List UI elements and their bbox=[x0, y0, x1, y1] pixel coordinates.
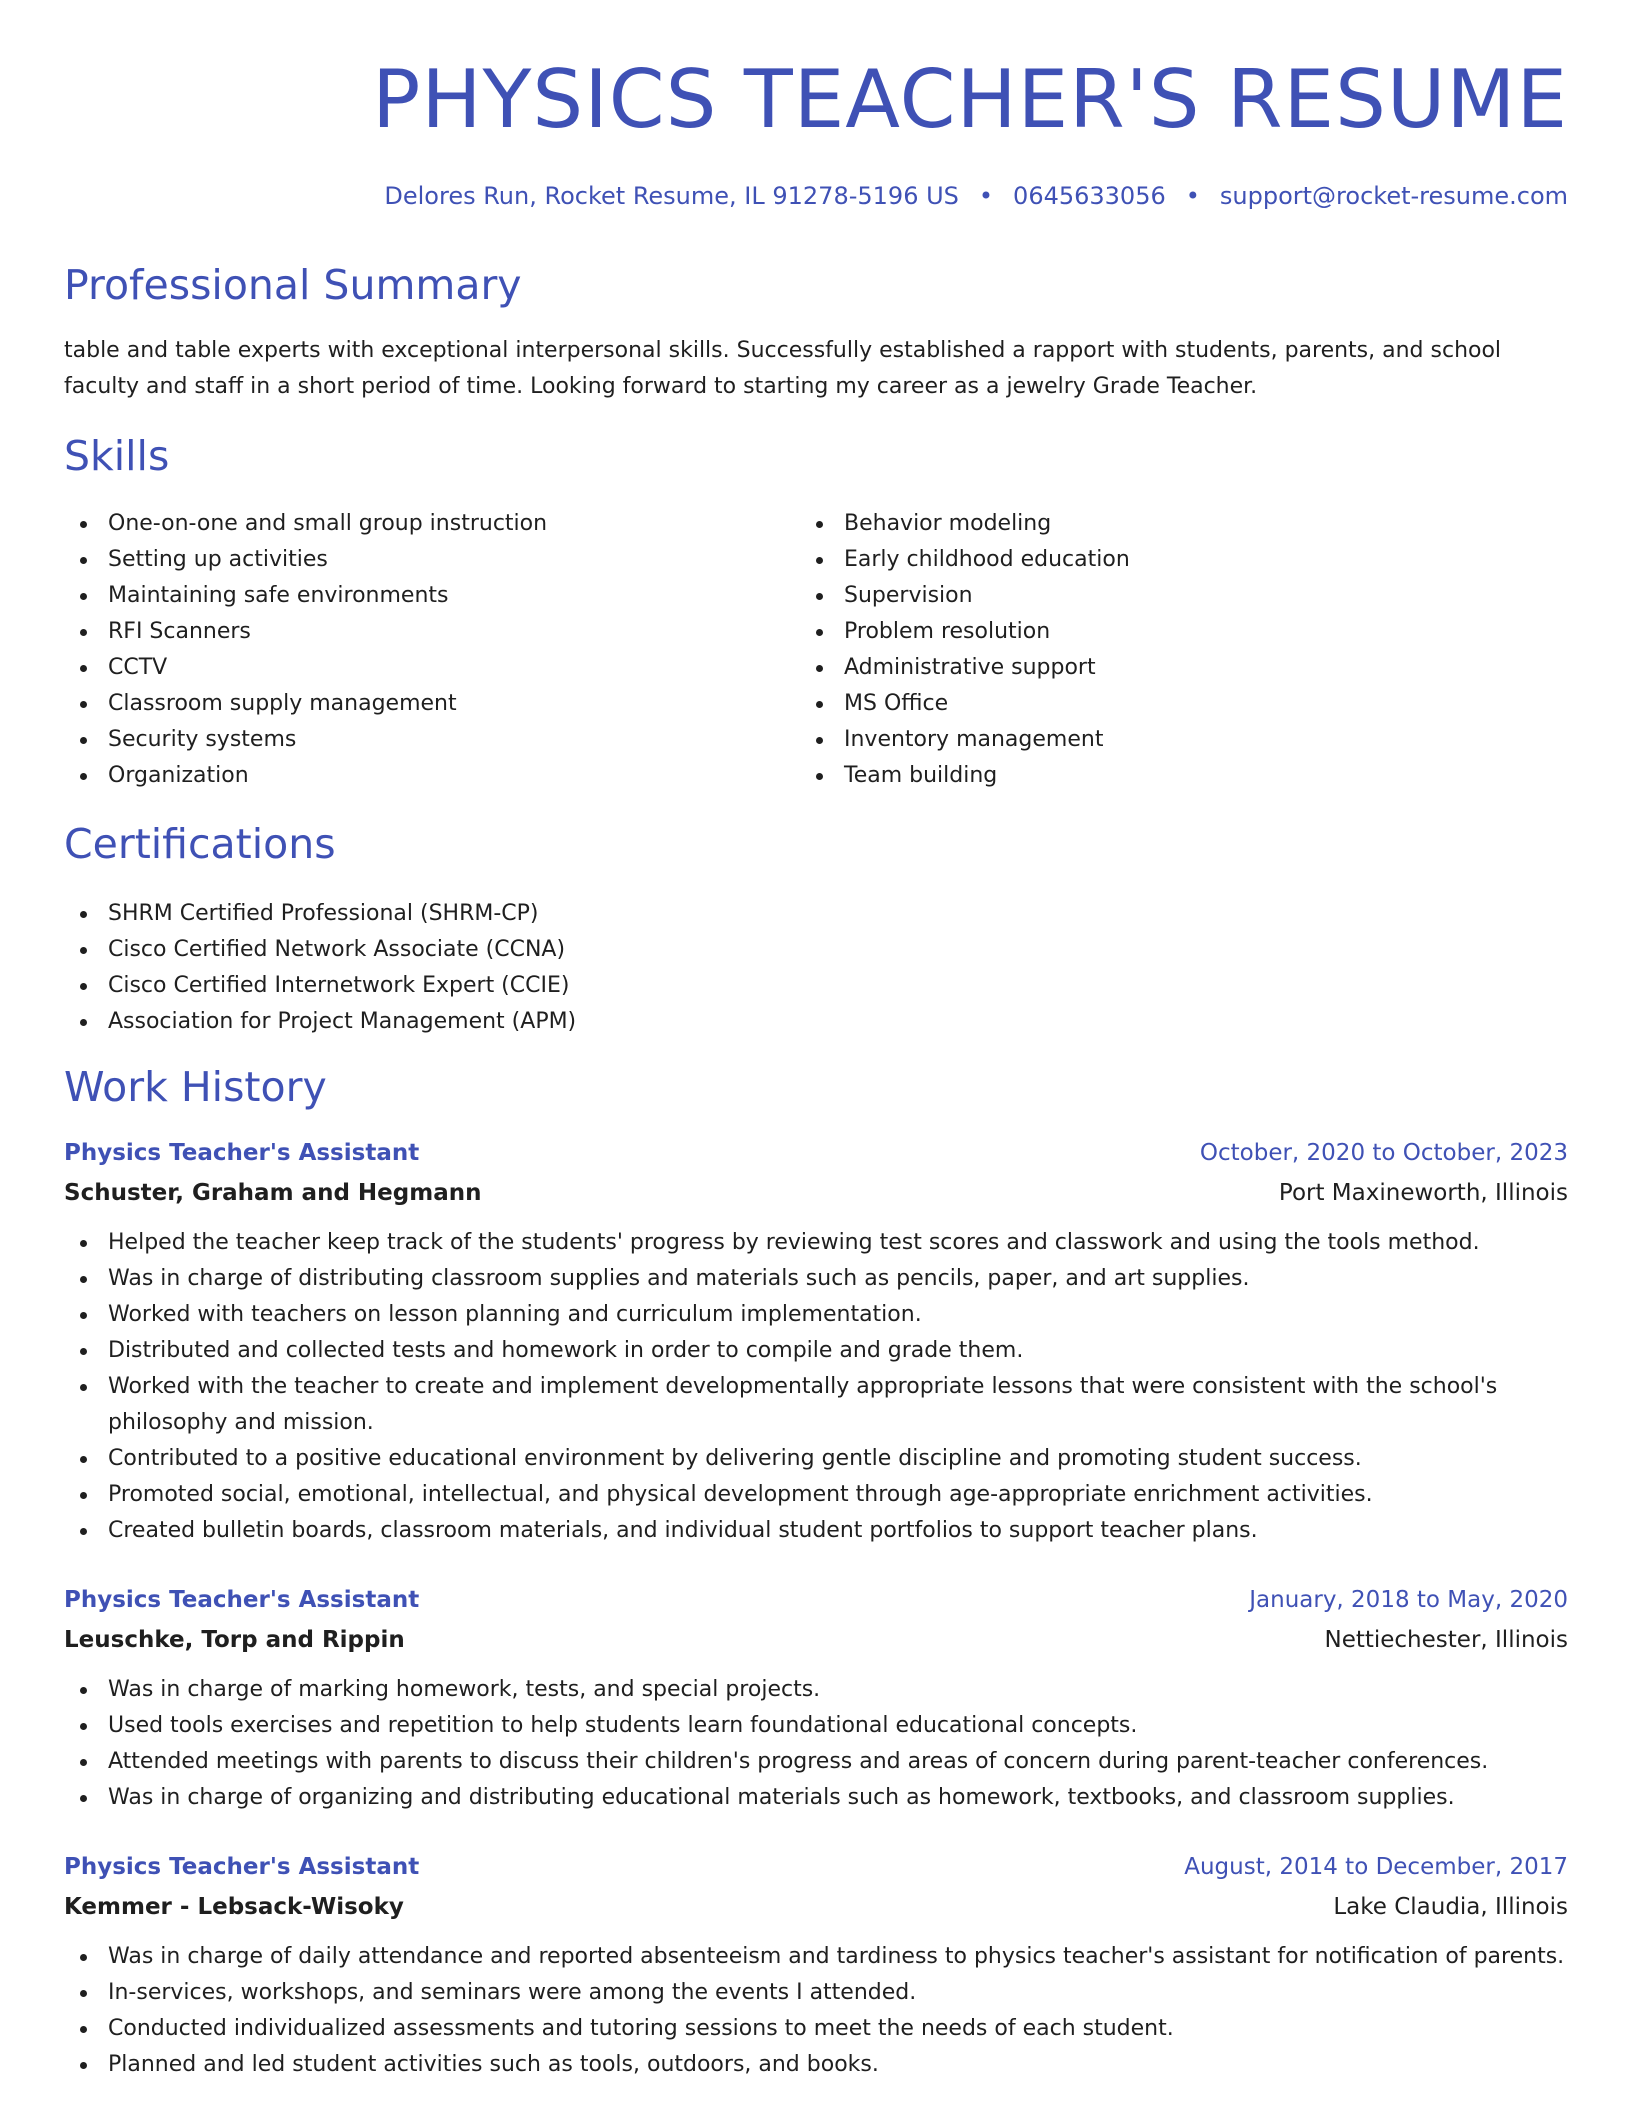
summary-text: table and table experts with exceptional interpersonal skills. Successfully established a rapport with students, parents, and school faculty and staff in a short period of time. Looking forward to starting my career as a jewelry Grade Teacher. bbox=[64, 338, 1502, 399]
skill-item: One-on-one and small group instruction bbox=[64, 506, 547, 542]
certifications-list bbox=[64, 896, 576, 1040]
job-location: Lake Claudia, Illinois bbox=[1333, 1894, 1568, 1920]
job-entry bbox=[64, 1847, 1568, 2083]
skills-list-left bbox=[64, 506, 547, 794]
job-company: Kemmer - Lebsack-Wisoky bbox=[64, 1894, 404, 1920]
job-duty-item: Used tools exercises and repetition to help students learn foundational educational concepts. bbox=[64, 1708, 1568, 1744]
job-company: Leuschke, Torp and Rippin bbox=[64, 1627, 405, 1653]
skill-item: Security systems bbox=[64, 722, 547, 758]
job-title: Physics Teacher's Assistant bbox=[64, 1854, 420, 1880]
skill-item: Early childhood education bbox=[800, 542, 1130, 578]
skill-item: CCTV bbox=[64, 650, 547, 686]
contact-email[interactable]: support@rocket-resume.com bbox=[1219, 182, 1568, 210]
skill-item: Problem resolution bbox=[800, 614, 1130, 650]
job-duty-item: Was in charge of organizing and distributing educational materials such as homework, textbooks, and classroom supplies. bbox=[64, 1780, 1568, 1816]
skill-item: Administrative support bbox=[800, 650, 1130, 686]
job-duty-item: Was in charge of daily attendance and reported absenteeism and tardiness to physics teacher's assistant for notification of parents. bbox=[64, 1939, 1568, 1975]
job-dates: October, 2020 to October, 2023 bbox=[1199, 1140, 1568, 1166]
job-duty-item: Helped the teacher keep track of the students' progress by reviewing test scores and classwork and using the tools method. bbox=[64, 1225, 1568, 1261]
skill-item: MS Office bbox=[800, 686, 1130, 722]
job-duty-item: Contributed to a positive educational environment by delivering gentle discipline and promoting student success. bbox=[64, 1441, 1568, 1477]
skill-item: Organization bbox=[64, 758, 547, 794]
certification-item: Cisco Certified Internetwork Expert (CCIE) bbox=[64, 968, 576, 1004]
job-location: Port Maxineworth, Illinois bbox=[1278, 1180, 1568, 1206]
skill-item: Team building bbox=[800, 758, 1130, 794]
job-duty-item: Promoted social, emotional, intellectual, and physical development through age-appropriate enrichment activities. bbox=[64, 1477, 1568, 1513]
job-location: Nettiechester, Illinois bbox=[1324, 1627, 1568, 1653]
skill-item: RFI Scanners bbox=[64, 614, 547, 650]
job-title: Physics Teacher's Assistant bbox=[64, 1140, 420, 1166]
skill-item: Inventory management bbox=[800, 722, 1130, 758]
skill-item: Classroom supply management bbox=[64, 686, 547, 722]
certification-item: Cisco Certified Network Associate (CCNA) bbox=[64, 932, 576, 968]
job-duty-item: Worked with the teacher to create and implement developmentally appropriate lessons that were consistent with the school's philosophy and mission. bbox=[64, 1369, 1568, 1441]
job-duty-item: Created bulletin boards, classroom materials, and individual student portfolios to support teacher plans. bbox=[64, 1513, 1568, 1549]
skills-list-right bbox=[800, 506, 1130, 794]
resume-title: PHYSICS TEACHER'S RESUME bbox=[372, 53, 1568, 146]
job-dates: January, 2018 to May, 2020 bbox=[1249, 1587, 1568, 1613]
job-entry bbox=[64, 1133, 1568, 1549]
job-dates: August, 2014 to December, 2017 bbox=[1184, 1854, 1568, 1880]
job-duties bbox=[64, 1939, 1568, 2083]
summary-heading: Professional Summary bbox=[64, 261, 522, 309]
job-title: Physics Teacher's Assistant bbox=[64, 1587, 420, 1613]
contact-separator: • bbox=[978, 182, 994, 210]
job-duty-item: Planned and led student activities such as tools, outdoors, and books. bbox=[64, 2047, 1568, 2083]
job-duty-item: In-services, workshops, and seminars were among the events I attended. bbox=[64, 1975, 1568, 2011]
skill-item: Supervision bbox=[800, 578, 1130, 614]
skill-item: Setting up activities bbox=[64, 542, 547, 578]
job-duties bbox=[64, 1672, 1568, 1816]
job-entry bbox=[64, 1580, 1568, 1816]
job-duties bbox=[64, 1225, 1568, 1549]
skill-item: Maintaining safe environments bbox=[64, 578, 547, 614]
contact-phone: 0645633056 bbox=[1013, 182, 1166, 210]
contact-separator: • bbox=[1185, 182, 1200, 210]
job-company: Schuster, Graham and Hegmann bbox=[64, 1180, 482, 1206]
skill-item: Behavior modeling bbox=[800, 506, 1130, 542]
job-duty-item: Was in charge of distributing classroom supplies and materials such as pencils, paper, and art supplies. bbox=[64, 1261, 1568, 1297]
contact-line bbox=[384, 180, 1568, 212]
job-duty-item: Worked with teachers on lesson planning and curriculum implementation. bbox=[64, 1297, 1568, 1333]
certifications-heading: Certifications bbox=[64, 820, 336, 868]
job-duty-item: Was in charge of marking homework, tests, and special projects. bbox=[64, 1672, 1568, 1708]
job-duty-item: Conducted individualized assessments and tutoring sessions to meet the needs of each student. bbox=[64, 2011, 1568, 2047]
certification-item: Association for Project Management (APM) bbox=[64, 1004, 576, 1040]
skills-heading: Skills bbox=[64, 432, 170, 480]
certification-item: SHRM Certified Professional (SHRM-CP) bbox=[64, 896, 576, 932]
work-history-heading: Work History bbox=[64, 1063, 327, 1111]
contact-address: Delores Run, Rocket Resume, IL 91278-5196 US bbox=[384, 182, 959, 210]
job-duty-item: Distributed and collected tests and homework in order to compile and grade them. bbox=[64, 1333, 1568, 1369]
job-duty-item: Attended meetings with parents to discuss their children's progress and areas of concern during parent-teacher conferences. bbox=[64, 1744, 1568, 1780]
